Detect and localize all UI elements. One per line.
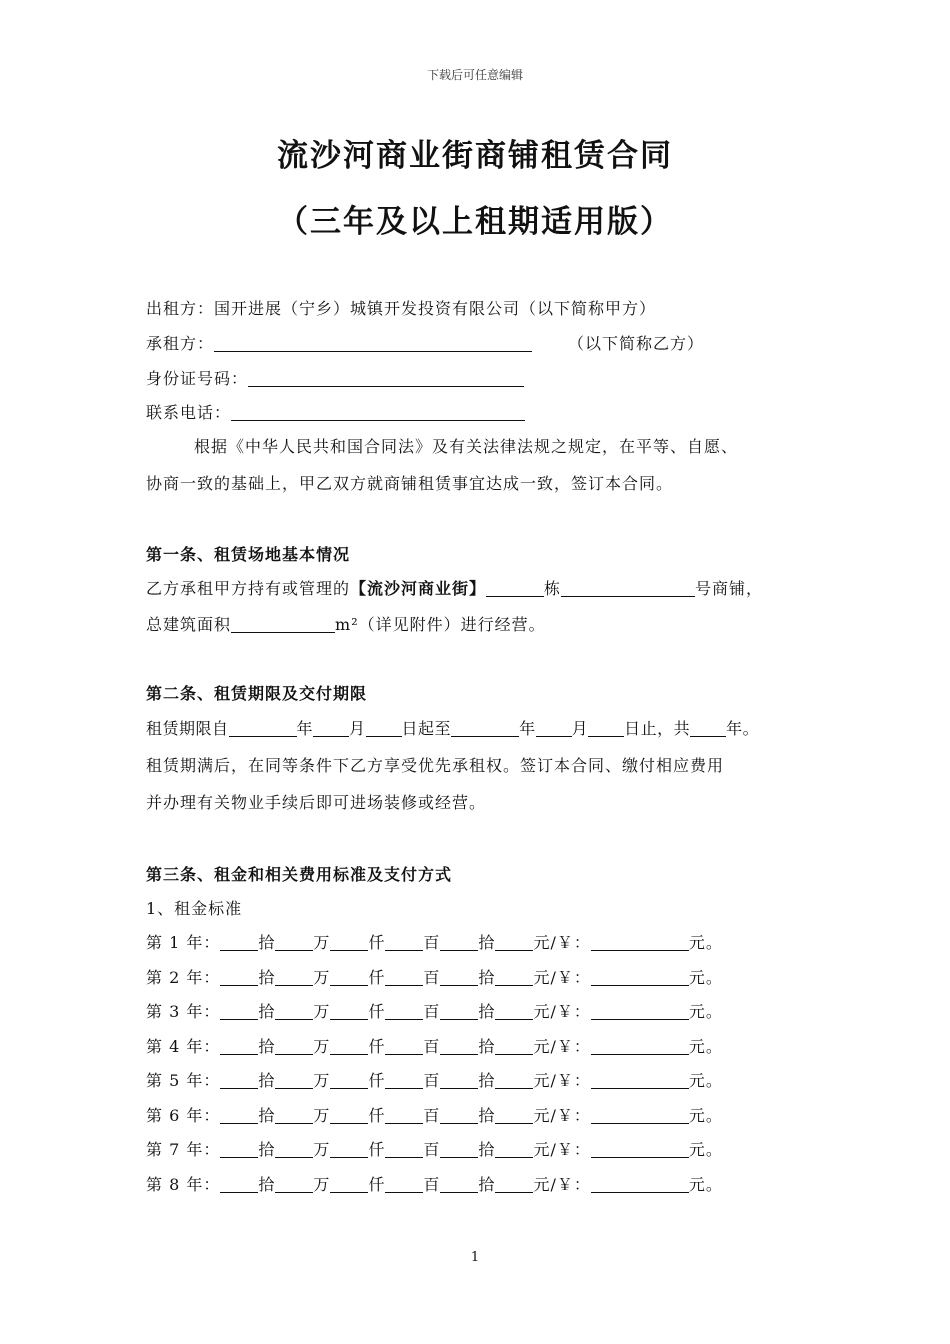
page-number: 1 bbox=[470, 1250, 480, 1265]
id-blank[interactable] bbox=[248, 368, 524, 387]
rent-unit-label: 元/￥： bbox=[533, 1071, 591, 1090]
rent-row bbox=[146, 1034, 723, 1057]
end-year-blank[interactable] bbox=[451, 718, 519, 737]
rent-unit-label: 百 bbox=[423, 967, 441, 987]
rent-unit-label: 百 bbox=[423, 1071, 441, 1090]
phone-blank[interactable] bbox=[231, 402, 525, 421]
rent-unit-label: 元/￥： bbox=[533, 1105, 591, 1125]
rent-amount-blank[interactable] bbox=[591, 1174, 689, 1193]
rent-unit-label: 元。 bbox=[688, 1174, 723, 1194]
rent-unit-label: 万 bbox=[313, 1105, 331, 1125]
rent-digit-blank[interactable] bbox=[440, 1139, 478, 1158]
rent-unit-label: 仟 bbox=[368, 933, 386, 952]
year-label: 年 bbox=[296, 719, 314, 738]
rent-year-label: 第 2 年： bbox=[146, 967, 221, 987]
rent-unit-label: 元。 bbox=[688, 1036, 723, 1056]
rent-digit-blank[interactable] bbox=[385, 1070, 423, 1089]
article2-line-1 bbox=[146, 716, 759, 739]
rent-unit-label: 仟 bbox=[368, 1002, 386, 1021]
rent-unit-label: 元/￥： bbox=[533, 1036, 591, 1056]
rent-digit-blank[interactable] bbox=[385, 1036, 423, 1055]
rent-digit-blank[interactable] bbox=[330, 1139, 368, 1158]
rent-digit-blank[interactable] bbox=[440, 1174, 478, 1193]
article1-line-2 bbox=[146, 612, 546, 635]
rent-unit-label: 拾 bbox=[478, 933, 496, 952]
id-label: 身份证号码： bbox=[146, 369, 249, 388]
rent-digit-blank[interactable] bbox=[495, 1036, 533, 1055]
rent-digit-blank[interactable] bbox=[440, 967, 478, 986]
intro-line-1: 根据《中华人民共和国合同法》及有关法律法规之规定，在平等、自愿、 bbox=[194, 437, 739, 456]
rent-unit-label: 拾 bbox=[478, 1105, 496, 1125]
article2-heading: 第二条、租赁期限及交付期限 bbox=[146, 684, 368, 703]
rent-amount-blank[interactable] bbox=[591, 967, 689, 986]
rent-unit-label: 万 bbox=[313, 1140, 331, 1159]
rent-digit-blank[interactable] bbox=[495, 1174, 533, 1193]
start-day-blank[interactable] bbox=[366, 718, 402, 737]
rent-unit-label: 仟 bbox=[368, 1036, 386, 1056]
rent-unit-label: 拾 bbox=[478, 1036, 496, 1056]
rent-unit-label: 拾 bbox=[258, 1036, 276, 1056]
rent-unit-label: 元。 bbox=[688, 1071, 723, 1090]
rent-digit-blank[interactable] bbox=[220, 1174, 258, 1193]
rent-digit-blank[interactable] bbox=[330, 1070, 368, 1089]
rent-unit-label: 元/￥： bbox=[533, 967, 591, 987]
rent-unit-label: 百 bbox=[423, 933, 441, 952]
rent-unit-label: 万 bbox=[313, 967, 331, 987]
rent-unit-label: 万 bbox=[313, 1071, 331, 1090]
rent-unit-label: 仟 bbox=[368, 1071, 386, 1090]
rent-unit-label: 拾 bbox=[258, 1002, 276, 1021]
rent-row bbox=[146, 1137, 723, 1160]
rent-digit-blank[interactable] bbox=[385, 967, 423, 986]
rent-unit-label: 拾 bbox=[478, 1174, 496, 1194]
rent-unit-label: 万 bbox=[313, 1002, 331, 1021]
rent-unit-label: 元。 bbox=[688, 1105, 723, 1125]
rent-unit-label: 元/￥： bbox=[533, 1174, 591, 1194]
rent-amount-blank[interactable] bbox=[591, 1036, 689, 1055]
rent-row bbox=[146, 999, 723, 1022]
rent-unit-label: 万 bbox=[313, 933, 331, 952]
rent-year-label: 第 4 年： bbox=[146, 1036, 221, 1056]
lessee-line bbox=[146, 331, 704, 354]
article2-line-2: 租赁期满后，在同等条件下乙方享受优先承租权。签订本合同、缴付相应费用 bbox=[146, 756, 725, 775]
rent-digit-blank[interactable] bbox=[495, 1139, 533, 1158]
article1-text-c: 栋 bbox=[544, 579, 562, 598]
rent-digit-blank[interactable] bbox=[220, 1105, 258, 1124]
id-line bbox=[146, 366, 524, 389]
rent-unit-label: 元/￥： bbox=[533, 933, 591, 952]
rent-unit-label: 拾 bbox=[478, 1002, 496, 1021]
rent-digit-blank[interactable] bbox=[440, 1036, 478, 1055]
start-year-blank[interactable] bbox=[229, 718, 297, 737]
rent-unit-label: 百 bbox=[423, 1036, 441, 1056]
lessor-line: 出租方：国开进展（宁乡）城镇开发投资有限公司（以下简称甲方） bbox=[146, 299, 657, 318]
rent-digit-blank[interactable] bbox=[385, 1139, 423, 1158]
rent-row bbox=[146, 965, 723, 988]
rent-year-label: 第 8 年： bbox=[146, 1174, 221, 1194]
lessee-label: 承租方： bbox=[146, 334, 215, 353]
rent-amount-blank[interactable] bbox=[591, 1105, 689, 1124]
end-day-blank[interactable] bbox=[588, 718, 624, 737]
article1-text-a: 乙方承租甲方持有或管理的 bbox=[146, 579, 351, 598]
rent-unit-label: 元。 bbox=[688, 933, 723, 952]
rent-unit-label: 万 bbox=[313, 1036, 331, 1056]
total-years-blank[interactable] bbox=[690, 718, 726, 737]
month-label: 月 bbox=[349, 719, 366, 738]
rent-unit-label: 拾 bbox=[258, 967, 276, 987]
rent-digit-blank[interactable] bbox=[495, 1070, 533, 1089]
rent-digit-blank[interactable] bbox=[220, 1070, 258, 1089]
article2-line-3: 并办理有关物业手续后即可进场装修或经营。 bbox=[146, 793, 487, 812]
rent-digit-blank[interactable] bbox=[440, 1001, 478, 1020]
rent-digit-blank[interactable] bbox=[385, 1001, 423, 1020]
rent-digit-blank[interactable] bbox=[275, 932, 313, 951]
rent-unit-label: 元。 bbox=[688, 1002, 723, 1021]
rent-digit-blank[interactable] bbox=[330, 1036, 368, 1055]
rent-digit-blank[interactable] bbox=[440, 1070, 478, 1089]
rent-standard-label: 1、租金标准 bbox=[146, 899, 243, 918]
day-end-label: 日止，共 bbox=[624, 719, 691, 738]
rent-digit-blank[interactable] bbox=[495, 967, 533, 986]
rent-digit-blank[interactable] bbox=[220, 1036, 258, 1055]
rent-digit-blank[interactable] bbox=[440, 932, 478, 951]
phone-line bbox=[146, 400, 525, 423]
rent-row bbox=[146, 930, 723, 953]
rent-unit-label: 拾 bbox=[478, 1071, 496, 1090]
rent-unit-label: 百 bbox=[423, 1174, 441, 1194]
article1-text-f: m²（详见附件）进行经营。 bbox=[335, 615, 546, 634]
rent-amount-blank[interactable] bbox=[591, 1001, 689, 1020]
rent-digit-blank[interactable] bbox=[385, 1105, 423, 1124]
start-month-blank[interactable] bbox=[313, 718, 349, 737]
rent-unit-label: 元。 bbox=[688, 967, 723, 987]
year-end-label: 年。 bbox=[726, 719, 760, 738]
rent-unit-label: 拾 bbox=[258, 1105, 276, 1125]
lease-from-label: 租赁期限自 bbox=[146, 719, 229, 738]
intro-line-2: 协商一致的基础上，甲乙双方就商铺租赁事宜达成一致，签订本合同。 bbox=[146, 474, 674, 493]
lessee-blank[interactable] bbox=[214, 333, 532, 352]
rent-digit-blank[interactable] bbox=[385, 1174, 423, 1193]
area-blank[interactable] bbox=[231, 614, 335, 633]
rent-digit-blank[interactable] bbox=[220, 1139, 258, 1158]
shop-number-blank[interactable] bbox=[561, 578, 695, 597]
lessee-suffix: （以下简称乙方） bbox=[568, 334, 705, 353]
rent-digit-blank[interactable] bbox=[495, 1105, 533, 1124]
year-label: 年 bbox=[519, 719, 536, 738]
rent-unit-label: 拾 bbox=[478, 967, 496, 987]
rent-year-label: 第 3 年： bbox=[146, 1002, 221, 1021]
month-label: 月 bbox=[571, 719, 589, 738]
rent-digit-blank[interactable] bbox=[495, 932, 533, 951]
rent-row bbox=[146, 1103, 723, 1126]
rent-unit-label: 仟 bbox=[368, 1105, 386, 1125]
rent-digit-blank[interactable] bbox=[275, 1139, 313, 1158]
rent-unit-label: 元/￥： bbox=[533, 1002, 591, 1021]
rent-digit-blank[interactable] bbox=[495, 1001, 533, 1020]
rent-year-label: 第 5 年： bbox=[146, 1071, 221, 1090]
rent-unit-label: 拾 bbox=[258, 1140, 276, 1159]
rent-digit-blank[interactable] bbox=[220, 1001, 258, 1020]
header-note: 下载后可任意编辑 bbox=[426, 68, 523, 82]
article1-heading: 第一条、租赁场地基本情况 bbox=[146, 545, 351, 564]
rent-digit-blank[interactable] bbox=[330, 1105, 368, 1124]
rent-unit-label: 元/￥： bbox=[533, 1140, 591, 1159]
article1-text-d: 号商铺， bbox=[695, 579, 764, 598]
rent-amount-blank[interactable] bbox=[591, 1070, 689, 1089]
rent-digit-blank[interactable] bbox=[330, 967, 368, 986]
rent-amount-blank[interactable] bbox=[591, 1139, 689, 1158]
day-to-label: 日起至 bbox=[401, 719, 452, 738]
rent-year-label: 第 7 年： bbox=[146, 1140, 221, 1159]
rent-unit-label: 万 bbox=[313, 1174, 331, 1194]
rent-year-label: 第 1 年： bbox=[146, 933, 221, 952]
rent-unit-label: 元。 bbox=[688, 1140, 723, 1159]
rent-digit-blank[interactable] bbox=[220, 932, 258, 951]
rent-digit-blank[interactable] bbox=[275, 1174, 313, 1193]
rent-unit-label: 百 bbox=[423, 1105, 441, 1125]
end-month-blank[interactable] bbox=[536, 718, 572, 737]
building-blank[interactable] bbox=[486, 578, 544, 597]
document-title: 流沙河商业街商铺租赁合同 bbox=[277, 138, 673, 174]
article1-line-1 bbox=[146, 576, 763, 599]
rent-unit-label: 仟 bbox=[368, 1174, 386, 1194]
rent-digit-blank[interactable] bbox=[330, 932, 368, 951]
rent-unit-label: 拾 bbox=[478, 1140, 496, 1159]
rent-year-label: 第 6 年： bbox=[146, 1105, 221, 1125]
rent-amount-blank[interactable] bbox=[591, 932, 689, 951]
rent-digit-blank[interactable] bbox=[275, 1036, 313, 1055]
rent-digit-blank[interactable] bbox=[330, 1001, 368, 1020]
document-subtitle: （三年及以上租期适用版） bbox=[277, 204, 673, 240]
rent-digit-blank[interactable] bbox=[440, 1105, 478, 1124]
rent-digit-blank[interactable] bbox=[330, 1174, 368, 1193]
article3-heading: 第三条、租金和相关费用标准及支付方式 bbox=[146, 865, 453, 884]
rent-row bbox=[146, 1172, 723, 1195]
rent-digit-blank[interactable] bbox=[275, 967, 313, 986]
rent-unit-label: 百 bbox=[423, 1140, 441, 1159]
rent-digit-blank[interactable] bbox=[275, 1001, 313, 1020]
rent-unit-label: 百 bbox=[423, 1002, 441, 1021]
article1-text-e: 总建筑面积 bbox=[146, 615, 232, 634]
article1-street-name: 【流沙河商业街】 bbox=[350, 579, 487, 598]
rent-unit-label: 拾 bbox=[258, 933, 276, 952]
rent-unit-label: 拾 bbox=[258, 1174, 276, 1194]
rent-unit-label: 拾 bbox=[258, 1071, 276, 1090]
rent-unit-label: 仟 bbox=[368, 967, 386, 987]
rent-digit-blank[interactable] bbox=[220, 967, 258, 986]
rent-digit-blank[interactable] bbox=[275, 1070, 313, 1089]
rent-digit-blank[interactable] bbox=[275, 1105, 313, 1124]
rent-unit-label: 仟 bbox=[368, 1140, 386, 1159]
rent-row bbox=[146, 1068, 723, 1091]
phone-label: 联系电话： bbox=[146, 403, 232, 422]
rent-digit-blank[interactable] bbox=[385, 932, 423, 951]
